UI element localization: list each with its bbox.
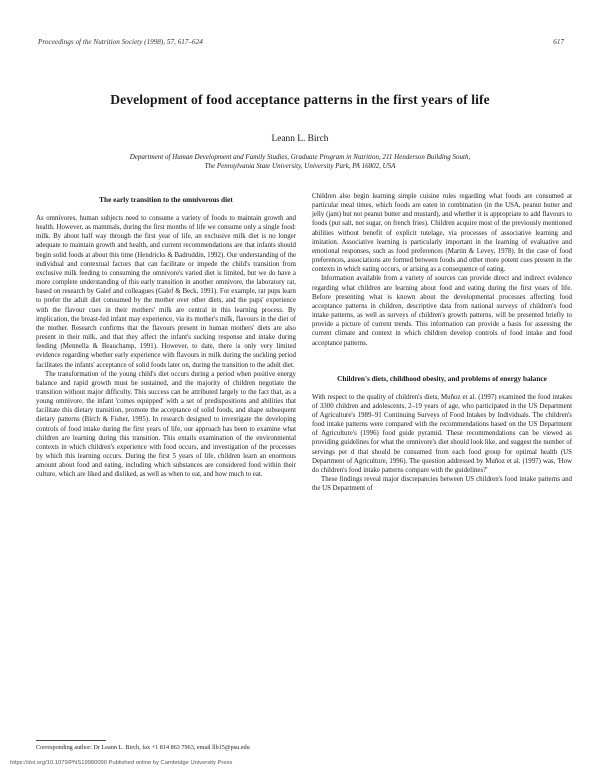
body-paragraph: The transformation of the young child's diet occurs during a period when positive energy balance and rapid growth must be sustained, and the majority of children negotiate the transition without major difficulty. This success can be attributed largely to the fact that, as a young omnivore, the infant 'comes equipped' with a set of predispositions and abilities that facilitate this dietary transition, promote the acceptance of solid foods, and shape subsequent dietary patterns (Birch & Fisher, 1995). In research designed to investigate the developing controls of food intake during the first years of life, our approach has been to examine what children are learning during this transition. This entails examination of the environmental contexts in which children's experience with food occurs, and investigation of the processes by which this learning occurs. During the first 5 years of life, children learn an enormous amount about food and eating, including which substances are considered food within their culture, which are liked and disliked, as well as when to eat, and how much to eat.	[36, 370, 296, 479]
author-name: Leann L. Birch	[271, 134, 329, 144]
section-heading-early-transition: The early transition to the omnivorous diet	[99, 195, 233, 204]
author-affiliation	[40, 153, 560, 172]
article-title: Development of food acceptance patterns in the first years of life	[110, 92, 490, 107]
body-paragraph: Children also begin learning simple cuisine rules regarding what foods are consumed at particular meal times, which foods are eaten in combination (in the USA, peanut butter and jelly (jam) but not peanut butter and mustard), and whether it is appropriate to add flavours to foods (put salt, not sugar, on french fries). Children acquire most of the previously mentioned abilities without benefit of explicit tutelage, via processes of associative learning and imitation. Associative learning is particularly important in the learning of evaluative and emotional responses, such as food preferences (Martin & Levey, 1978). In the case of food preferences, associations are formed between foods and other more potent cues present in the contexts in which eating occurs, or arising as a consequence of eating.	[312, 193, 572, 274]
corresponding-author-footnote: Corresponding author: Dr Leann L. Birch, fax +1 814 863 7963, email llb15@psu.edu	[36, 744, 250, 751]
body-paragraph: With respect to the quality of children's diets, Muñoz et al. (1997) examined the food intakes of 3300 children and adolescents, 2–19 years of age, who participated in the US Department of Agriculture's 1989–91 Continuing Surveys of Food Intakes by Individuals. The children's food intake patterns were compared with the recommendations based on the US Department of Agriculture's (1996) food guide pyramid. These recommendations can be viewed as providing guidelines for what the omnivore's diet should look like, and suggest the number of servings per d that should be consumed from each food group for optimal health (US Department of Agriculture, 1996). The question addressed by Muñoz et al. (1997) was, 'How do children's food intake patterns compare with the guidelines?'	[312, 393, 572, 474]
running-head	[38, 38, 564, 46]
page-number: 617	[553, 38, 564, 46]
left-column	[36, 195, 296, 480]
footnote-rule	[36, 740, 106, 741]
affiliation-line-2: The Pennsylvania State University, University Park, PA 16802, USA	[204, 162, 396, 171]
right-column	[312, 192, 572, 493]
body-paragraph: Information available from a variety of sources can provide direct and indirect evidence regarding what children are learning about food and eating during the first years of life. Before presenting what is known about the developmental processes affecting food acceptance patterns in children, descriptive data from national surveys of children's food intake patterns, as well as surveys of children's growth patterns, will be presented briefly to provide a picture of current trends. This information can provide a basis for assessing the current climate and context in which children develop controls of food intake and food acceptance patterns.	[312, 275, 572, 347]
journal-citation: Proceedings of the Nutrition Society (1998), 57, 617–624	[38, 38, 203, 46]
section-heading-childrens-diets: Children's diets, childhood obesity, and problems of energy balance	[337, 373, 547, 383]
body-paragraph: As omnivores, human subjects need to consume a variety of foods to maintain growth and health. However, as mammals, during the first months of life we consume only a single food: milk. By about half way through the first year of life, an exclusive milk diet is no longer adequate to maintain growth and health, and current recommendations are that infants should begin solid foods at about this time (Hendricks & Badruddin, 1992). Our understanding of the individual and contextual factors that can facilitate or impede the child's transition from exclusive milk feeding to consuming the omnivore's varied diet is limited, but we do have a more complete understanding of this early transition in another omnivore, the laboratory rat, based on research by Galef and colleagues (Galef & Beck, 1991). For example, rat pups learn to prefer the adult diet consumed by the mother over other diets, and the pups' experience with the flavour cues in their mothers' milk are central in this learning process. By implication, the breast-fed infant may experience, via its mother's milk, flavours in the diet of the mother. Research confirms that the flavours present in human mothers' diets are also present in their milk, and that they affect the infant's sucking response and intake during feeding (Mennella & Beauchamp, 1991). However, to date, there is only very limited evidence regarding whether early experience with flavours in milk during the suckling period facilitates the infants' acceptance of solid foods later on, during the transition to the adult diet.	[36, 215, 296, 369]
body-paragraph: These findings reveal major discrepancies between US children's food intake patterns and the US Department of	[312, 476, 572, 493]
affiliation-line-1: Department of Human Development and Family Studies, Graduate Program in Nutrition, 211 Henderson Building South,	[129, 153, 471, 161]
doi-link[interactable]: https://doi.org/10.1079/PNS19980090 Published online by Cambridge University Press	[10, 760, 233, 766]
